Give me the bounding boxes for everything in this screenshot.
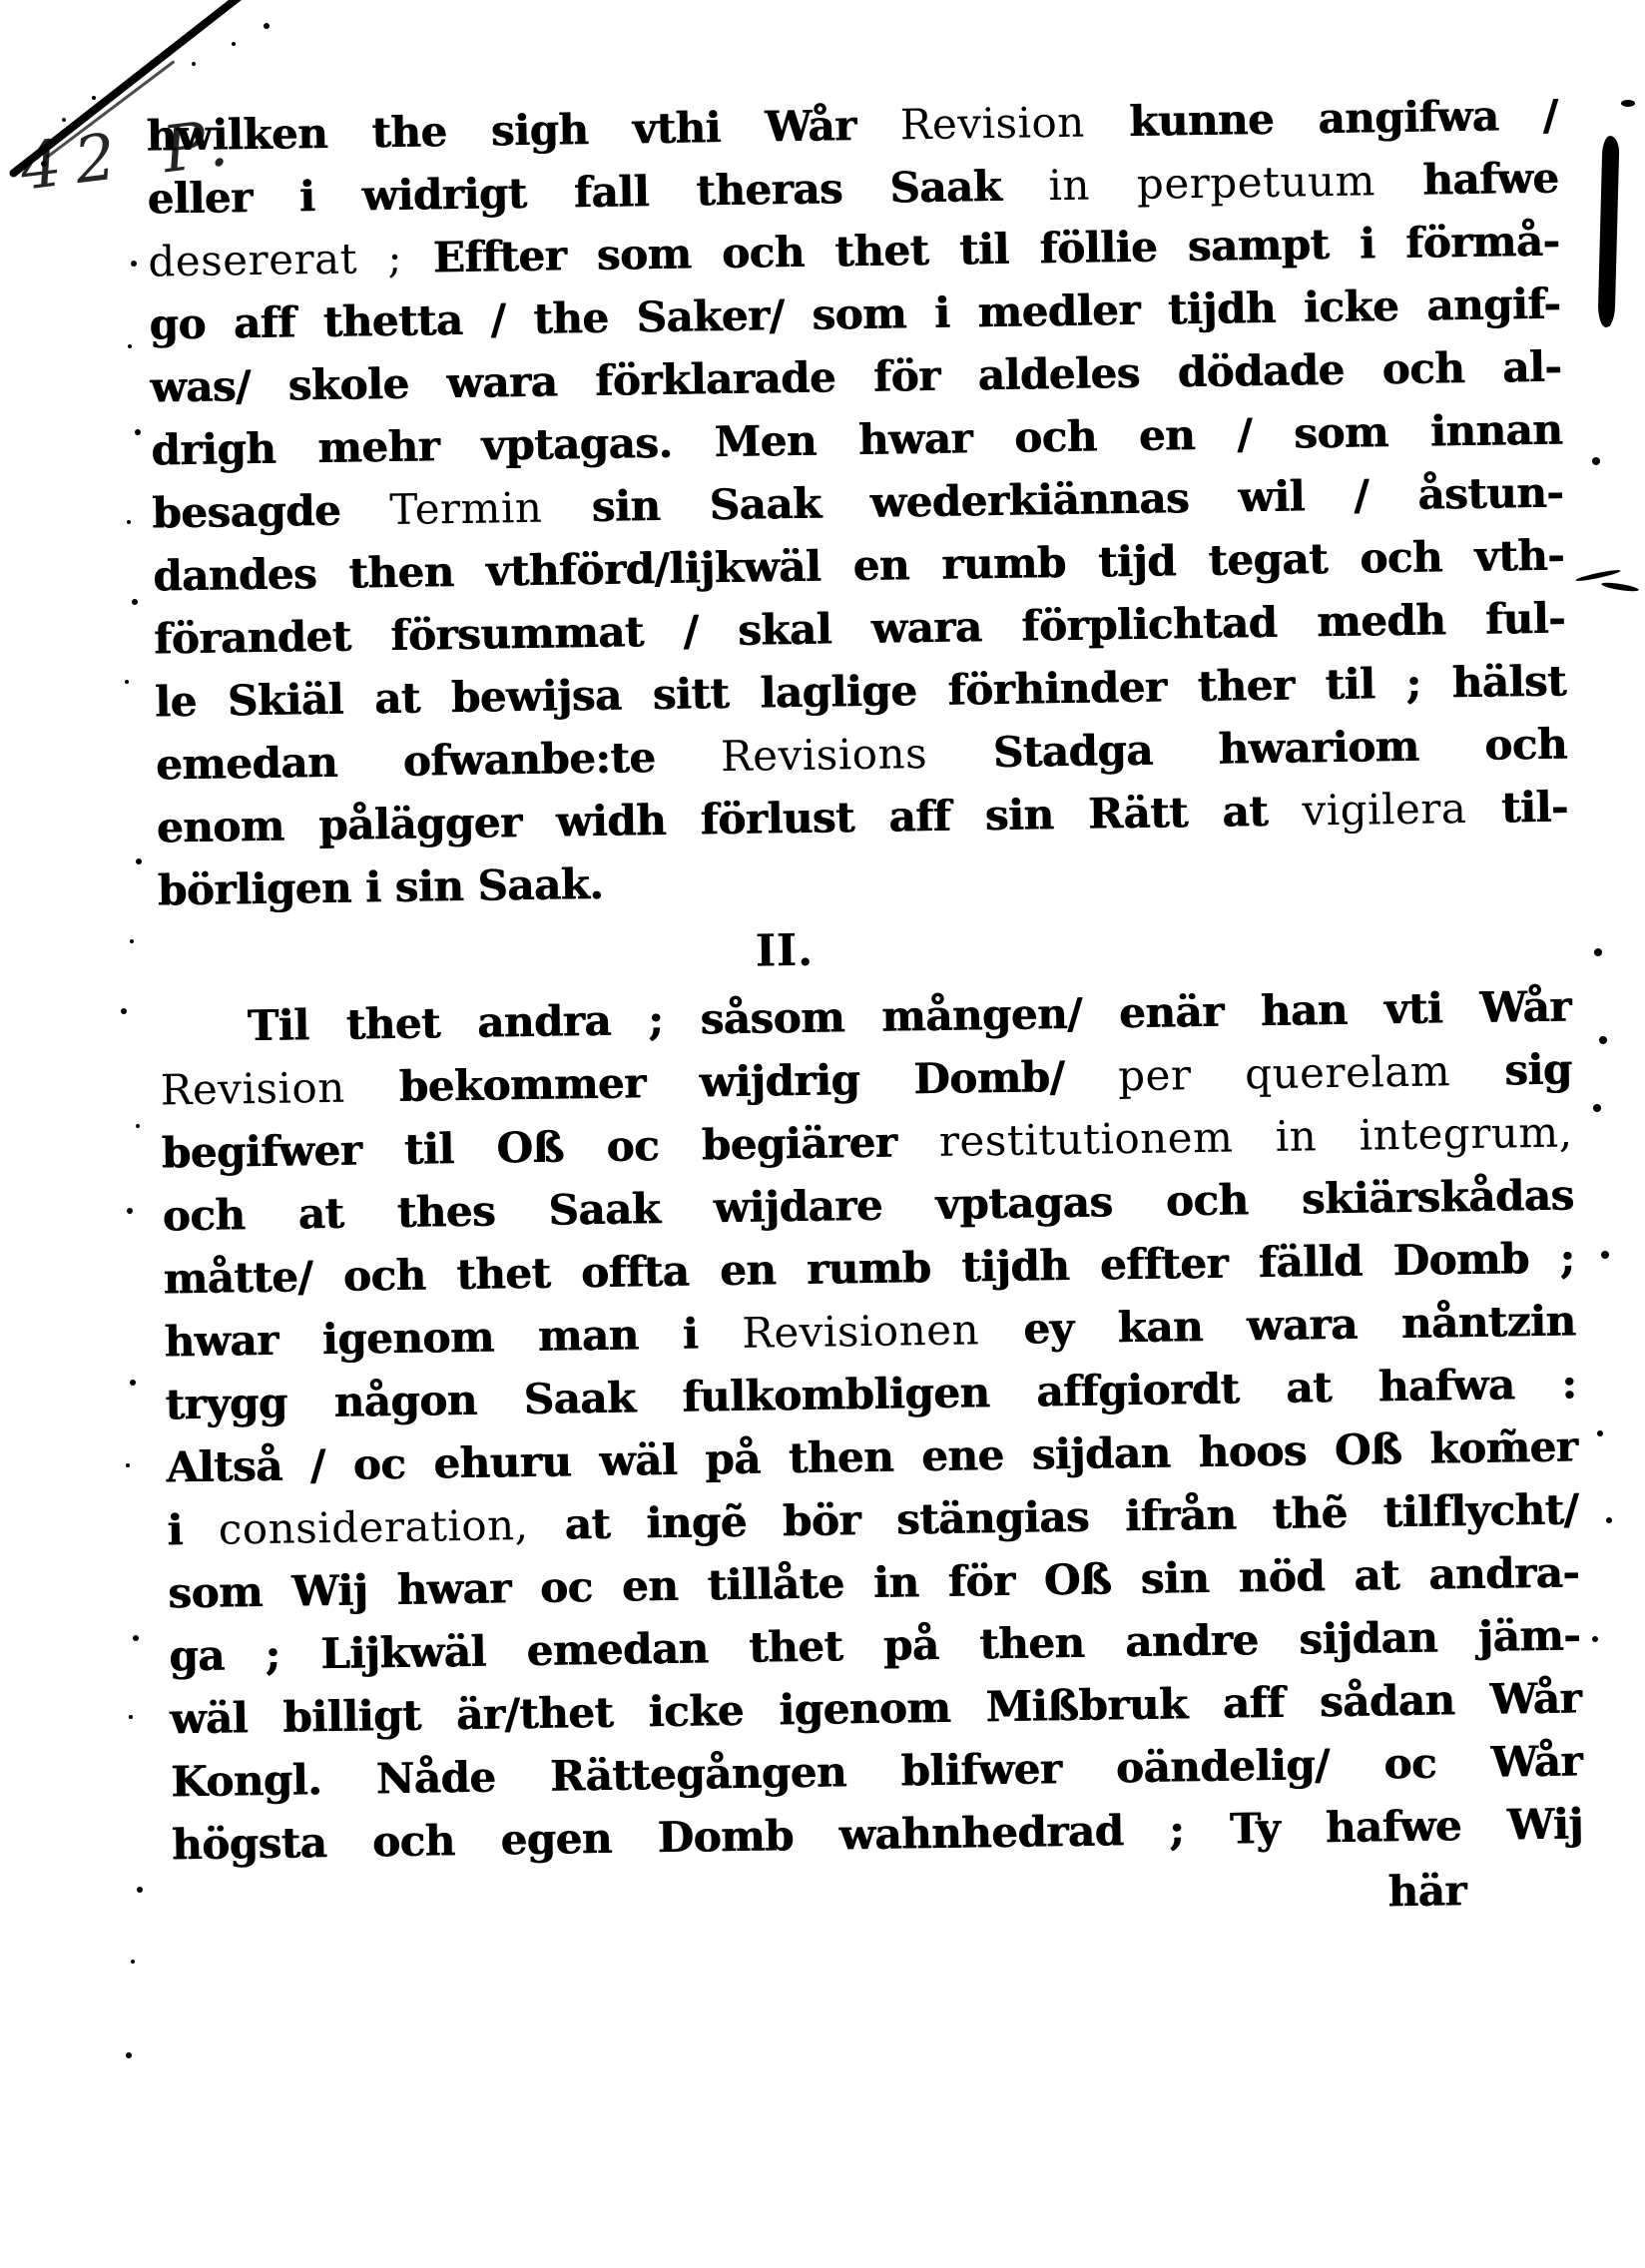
text-segment-fraktur: som Wij hwar oc en tillåte in för Oß sin nöd at andra- — [167, 1547, 1580, 1618]
text-block — [146, 84, 1584, 1942]
text-segment-fraktur: begifwer til Oß oc begiärer — [161, 1116, 940, 1178]
text-segment-fraktur: emedan ofwanbe:te — [155, 732, 722, 790]
ink-specks — [0, 0, 4, 4]
text-segment-fraktur: i — [166, 1504, 220, 1555]
text-segment-fraktur: Effter som och thet til föllie sampt i förmå- — [401, 216, 1560, 283]
text-segment-roman: Revision — [160, 1062, 346, 1115]
text-segment-roman: vigilera — [1302, 784, 1467, 836]
text-segment-roman: per querelam — [1117, 1046, 1451, 1101]
text-segment-roman: consideration, — [218, 1500, 529, 1554]
text-segment-fraktur: eller i widrigt fall theras Saak — [147, 161, 1049, 224]
text-segment-fraktur: besagde — [151, 485, 390, 538]
text-segment-fraktur: börligen i sin Saak. — [157, 858, 604, 915]
text-segment-fraktur: Kongl. Nåde Rättegången blifwer oändelig/ oc Wår — [170, 1736, 1583, 1807]
text-segment-fraktur: le Skiäl at bewijsa sitt laglige förhinder ther til ; hälst — [154, 656, 1567, 727]
text-segment-fraktur: enom pålägger widh förlust aff sin Rätt at — [156, 786, 1303, 852]
text-segment-fraktur: Altså / oc ehuru wäl på then ene sijdan hoos Oß kom̃er — [165, 1421, 1578, 1492]
text-segment-fraktur: Stadga hwariom och — [926, 719, 1568, 779]
text-segment-roman: Revisionen — [741, 1305, 980, 1358]
ink-squiggle-right — [1575, 568, 1621, 582]
text-segment-fraktur: hwar igenom man i — [164, 1308, 743, 1367]
text-segment-roman: restitutionem in integrum, — [938, 1107, 1573, 1166]
ink-blot-right-edge — [1597, 136, 1619, 327]
text-segment-fraktur: kunne angifwa / — [1084, 90, 1558, 147]
ink-squiggle-right — [1601, 581, 1639, 593]
section-heading: II. — [755, 924, 815, 977]
text-segment-fraktur: Til thet andra ; såsom mången/ enär han vti Wår — [247, 981, 1572, 1051]
text-segment-fraktur: drigh mehr vptagas. Men hwar och en / som innan — [150, 404, 1563, 475]
text-segment-fraktur: förandet försummat / skal wara förplichtad medh ful- — [153, 593, 1566, 664]
handwritten-annotation: 42 P. — [16, 105, 246, 206]
text-segment-roman: Revision — [899, 97, 1086, 150]
text-segment-roman: in perpetuum — [1048, 156, 1376, 211]
paragraph-1 — [146, 84, 1569, 922]
text-segment-fraktur: go aff thetta / the Saker/ som i medler tijdh icke angif- — [149, 279, 1561, 349]
paragraph-2 — [159, 975, 1583, 1877]
text-segment-fraktur: och at thes Saak wijdare vptagas och skiärskådas — [162, 1170, 1574, 1241]
text-segment-fraktur: ey kan wara nåntzin — [978, 1296, 1576, 1355]
text-segment-fraktur: bekommer wijdrig Domb/ — [344, 1051, 1119, 1112]
text-segment-fraktur: wäl billigt är/thet icke igenom Mißbruk aff sådan Wår — [169, 1673, 1582, 1744]
text-segment-fraktur: högsta och egen Domb wahnhedrad ; Ty hafwe Wij — [171, 1799, 1584, 1870]
text-segment-fraktur: sig — [1449, 1044, 1572, 1096]
text-segment-fraktur: dandes then vthförd/lijkwäl en rumb tijd tegat och vth- — [152, 530, 1565, 601]
text-segment-fraktur: was/ skole wara förklarade för aldeles dödade och al- — [149, 341, 1562, 412]
ink-blot-top-right — [1621, 100, 1635, 107]
text-segment-fraktur: måtte/ och thet offta en rumb tijdh effter fälld Domb ; — [163, 1233, 1575, 1304]
text-segment-roman: Termin — [388, 482, 543, 535]
text-segment-roman: Revisions — [720, 729, 928, 782]
text-segment-fraktur: hwilken the sigh vthi Wår — [146, 100, 901, 161]
catchword: här — [1387, 1866, 1467, 1917]
text-segment-fraktur: hafwe — [1374, 153, 1559, 206]
text-segment-fraktur: at ingẽ bör stängias ifrån thẽ tilflycht/ — [528, 1484, 1579, 1550]
text-segment-fraktur: til- — [1466, 782, 1569, 834]
text-segment-fraktur: sin Saak wederkiännas wil / åstun- — [541, 467, 1564, 532]
text-segment-fraktur: ga ; Lijkwäl emedan thet på then andre sijdan jäm- — [168, 1610, 1581, 1681]
text-segment-fraktur: trygg någon Saak fulkombligen affgiordt at hafwa : — [165, 1359, 1577, 1429]
text-segment-roman: desererat ; — [148, 233, 403, 286]
